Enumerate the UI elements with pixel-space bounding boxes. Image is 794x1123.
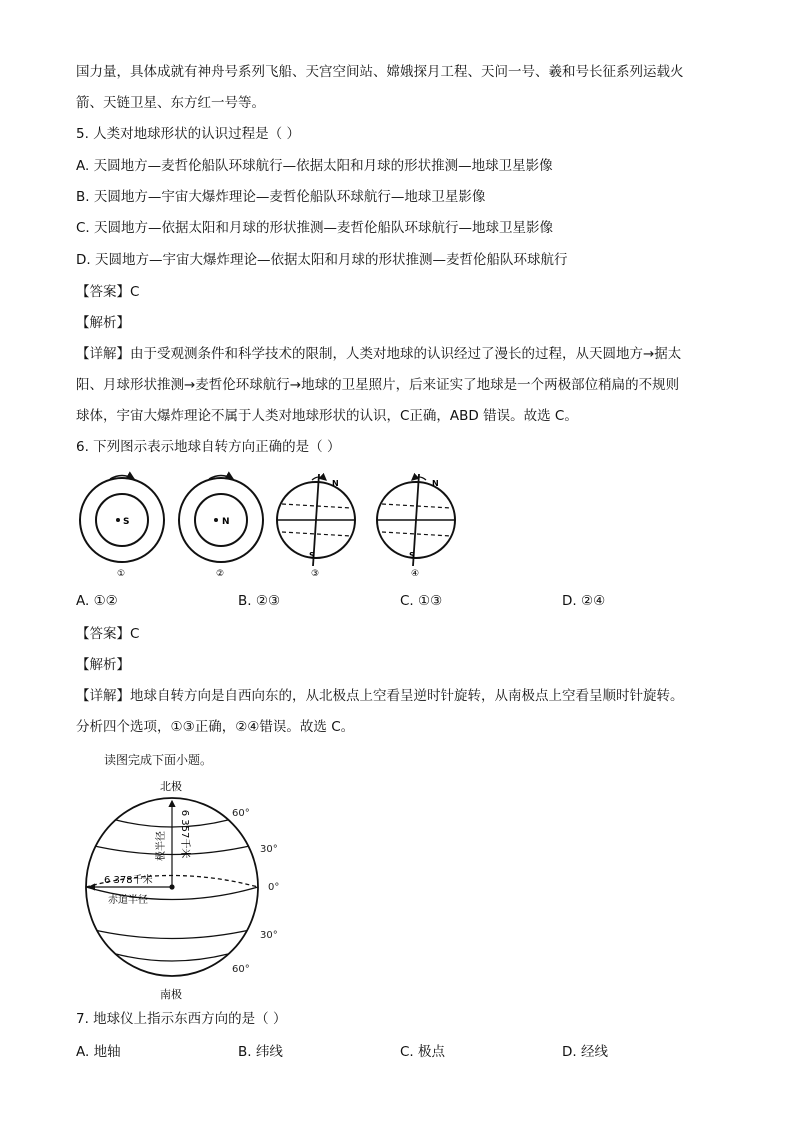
globe-diagram (76, 772, 296, 1004)
diagram-3-s: S (309, 551, 315, 560)
parallel-30s (90, 929, 254, 939)
lat-30s-label: 30° (260, 930, 278, 941)
q5-answer: 【答案】C (76, 284, 140, 300)
q7-options (76, 1040, 716, 1060)
lat-60n-label: 60° (232, 808, 250, 819)
equatorial-radius-label: 赤道半径 (108, 895, 148, 906)
intro-line-2: 箭、天链卫星、东方红一号等。 (76, 95, 265, 111)
q5-option-c: C. 天圆地方—依据太阳和月球的形状推测—麦哲伦船队环球航行—地球卫星影像 (76, 220, 554, 236)
q6-answer: 【答案】C (76, 626, 140, 642)
q7-option-a: A. 地轴 (76, 1044, 121, 1060)
lat-0-label: 0° (268, 882, 280, 893)
diagram-3 (277, 474, 355, 579)
q5-stem: 5. 人类对地球形状的认识过程是（ ） (76, 126, 300, 142)
diagram-2-number: ② (216, 569, 225, 579)
lat-60s-label: 60° (232, 964, 250, 975)
parallel-60s (116, 954, 228, 961)
q6-detail-1: 【详解】地球自转方向是自西向东的，从北极点上空看呈逆时针旋转，从南极点上空看呈顺时针旋转。 (76, 688, 684, 704)
rotation-diagrams (76, 470, 466, 580)
q7-stem: 7. 地球仪上指示东西方向的是（ ） (76, 1011, 287, 1027)
diagram-2-label: N (222, 517, 230, 527)
q6-detail-2: 分析四个选项，①③正确，②④错误。故选 C。 (76, 719, 355, 735)
q5-analysis: 【解析】 (76, 315, 130, 331)
equatorial-radius-value: 6 378千米 (104, 875, 153, 886)
q6-option-c: C. ①③ (400, 593, 443, 609)
diagram-1-label: S (123, 517, 130, 527)
diagram-4-number: ④ (411, 569, 420, 579)
south-pole-label: 南极 (160, 988, 182, 1001)
diagram-1-number: ① (117, 569, 126, 579)
intro-line-1: 国力量，具体成就有神舟号系列飞船、天宫空间站、嫦娥探月工程、天问一号、羲和号长征系列运载火 (76, 64, 684, 80)
lat-30n-label: 30° (260, 844, 278, 855)
q5-detail-2: 阳、月球形状推测→麦哲伦环球航行→地球的卫星照片，后来证实了地球是一个两极部位稍扁的不规则 (76, 377, 680, 393)
q6-option-d: D. ②④ (562, 593, 606, 609)
q7-option-b: B. 纬线 (238, 1044, 283, 1060)
globe-center (169, 884, 174, 889)
q6-options (76, 593, 716, 613)
diagram-3-number: ③ (311, 569, 320, 579)
q6-stem: 6. 下列图示表示地球自转方向正确的是（ ） (76, 439, 341, 455)
diagram-4-n: N (432, 479, 439, 488)
q7-option-d: D. 经线 (562, 1044, 608, 1060)
q5-option-b: B. 天圆地方—宇宙大爆炸理论—麦哲伦船队环球航行—地球卫星影像 (76, 189, 486, 205)
diagram-2 (179, 476, 263, 580)
polar-radius-label: 极半径 (156, 831, 167, 861)
q5-detail-3: 球体，宇宙大爆炸理论不属于人类对地球形状的认识，C正确，ABD 错误。故选 C。 (76, 408, 578, 424)
diagram-4-s: S (409, 551, 415, 560)
q7-option-c: C. 极点 (400, 1044, 446, 1060)
diagram-4 (377, 474, 455, 579)
north-pole-label: 北极 (160, 780, 182, 793)
q6-option-a: A. ①② (76, 593, 118, 609)
diagram-3-n: N (332, 479, 339, 488)
q6-option-b: B. ②③ (238, 593, 281, 609)
q5-option-a: A. 天圆地方—麦哲伦船队环球航行—依据太阳和月球的形状推测—地球卫星影像 (76, 158, 553, 174)
q5-detail-1: 【详解】由于受观测条件和科学技术的限制，人类对地球的认识经过了漫长的过程，从天圆地方→据太 (76, 346, 682, 362)
q5-option-d: D. 天圆地方—宇宙大爆炸理论—依据太阳和月球的形状推测—麦哲伦船队环球航行 (76, 252, 568, 268)
figure-intro: 读图完成下面小题。 (104, 753, 213, 767)
diagram-1 (80, 476, 164, 580)
polar-radius-value: 6 357千米 (179, 809, 190, 859)
q6-analysis: 【解析】 (76, 657, 130, 673)
